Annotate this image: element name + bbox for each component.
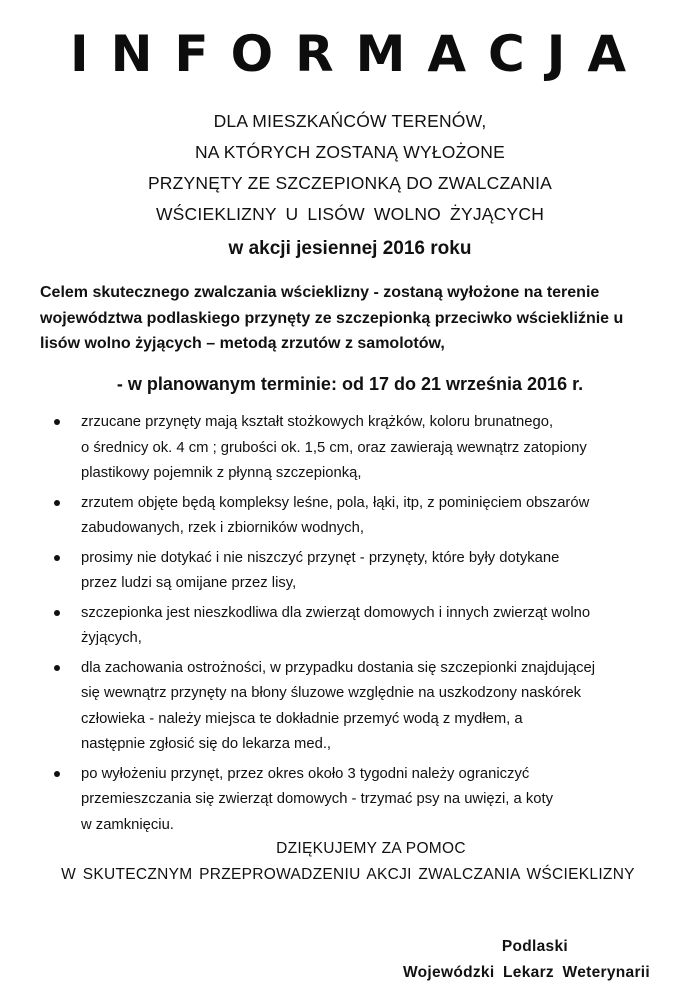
- paragraph-line: województwa podlaskiego przynęty ze szczepionką przeciwko wściekliźnie u: [40, 309, 624, 327]
- paragraph-line: Celem skutecznego zwalczania wścieklizny - zostaną wyłożone na terenie: [40, 284, 600, 301]
- date-prefix: - w planowanym terminie:: [116, 374, 337, 394]
- bullet-line: zrzucane przynęty mają kształt stożkowych krążków, koloru brunatnego,: [81, 414, 554, 430]
- list-item: [38, 491, 658, 542]
- bullet-line: plastikowy pojemnik z płynną szczepionką,: [81, 465, 362, 481]
- list-item: [38, 546, 658, 597]
- intro-line: DLA MIESZKAŃCÓW TERENÓW,: [213, 111, 487, 131]
- bullet-line: się wewnątrz przynęty na błony śluzowe względnie na uszkodzony naskórek: [81, 685, 582, 701]
- thanks-line: DZIĘKUJEMY ZA POMOC: [276, 840, 466, 857]
- thanks-block: [0, 836, 700, 888]
- bullet-line: przemieszczania się zwierząt domowych - trzymać psy na uwięzi, a koty: [81, 791, 554, 807]
- list-item: [38, 762, 658, 839]
- bullet-line: przez ludzi są omijane przez lisy,: [81, 575, 297, 591]
- list-item: [38, 410, 658, 487]
- thanks-line: W SKUTECZNYM PRZEPROWADZENIU AKCJI ZWALCZANIA WŚCIEKLIZNY: [61, 866, 635, 883]
- bullet-line: zrzutem objęte będą kompleksy leśne, pola, łąki, itp, z pominięciem obszarów: [81, 494, 590, 511]
- bullet-icon: [54, 771, 60, 777]
- signature-line: Podlaski: [501, 938, 568, 955]
- document-title: INFORMACJA: [69, 25, 649, 83]
- paragraph-line: lisów wolno żyjących – metodą zrzutów z samolotów,: [40, 335, 445, 352]
- date-line: [0, 370, 700, 398]
- bullet-icon: [54, 500, 60, 506]
- bullet-line: o średnicy ok. 4 cm ; grubości ok. 1,5 cm, oraz zawierają wewnątrz zatopiony: [81, 439, 587, 456]
- list-item: [38, 601, 658, 652]
- bullet-icon: [54, 665, 60, 671]
- bullet-list: [38, 410, 658, 842]
- bullet-line: w zamknięciu.: [81, 816, 174, 833]
- bullet-line: człowieka - należy miejsca te dokładnie przemyć wodą z mydłem, a: [81, 710, 523, 727]
- bullet-line: prosimy nie dotykać i nie niszczyć przynęt - przynęty, które były dotykane: [81, 549, 560, 566]
- main-paragraph: [40, 280, 665, 357]
- bullet-line: szczepionka jest nieszkodliwa dla zwierząt domowych i innych zwierząt wolno: [81, 604, 591, 621]
- bullet-line: zabudowanych, rzek i zbiorników wodnych,: [81, 520, 364, 536]
- intro-line: PRZYNĘTY ZE SZCZEPIONKĄ DO ZWALCZANIA: [147, 173, 553, 193]
- bullet-line: żyjących,: [81, 630, 142, 646]
- signature-block: [350, 934, 650, 986]
- bullet-icon: [54, 610, 60, 616]
- intro-line: WŚCIEKLIZNY U LISÓW WOLNO ŻYJĄCYCH: [155, 204, 545, 224]
- bullet-line: następnie zgłosić się do lekarza med.,: [81, 736, 332, 752]
- bullet-line: dla zachowania ostrożności, w przypadku dostania się szczepionki znajdującej: [81, 659, 596, 676]
- date-range: od 17 do 21 września 2016 r.: [341, 374, 584, 394]
- intro-block: [0, 106, 700, 266]
- bullet-line: po wyłożeniu przynęt, przez okres około 3 tygodni należy ograniczyć: [81, 765, 530, 782]
- list-item: [38, 656, 658, 758]
- bullet-icon: [54, 555, 60, 561]
- signature-line: Wojewódzki Lekarz Weterynarii: [403, 964, 650, 981]
- campaign-line: w akcji jesiennej 2016 roku: [228, 238, 472, 259]
- bullet-icon: [54, 419, 60, 425]
- intro-line: NA KTÓRYCH ZOSTANĄ WYŁOŻONE: [194, 142, 506, 162]
